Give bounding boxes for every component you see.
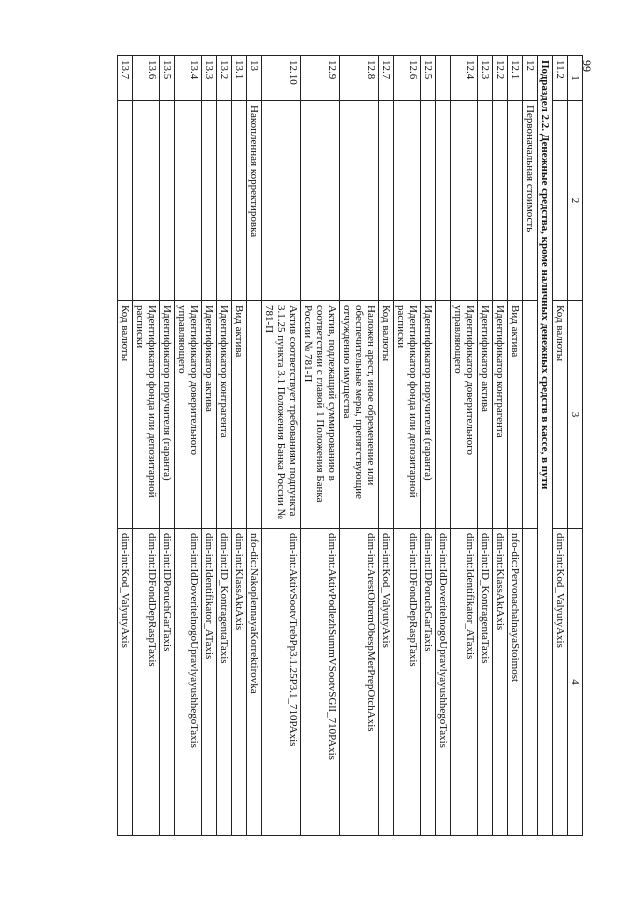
cell-col-1: 12.2 [493, 56, 508, 101]
table-row [493, 56, 508, 836]
table-row [523, 56, 538, 836]
cell-col-3: Вид актива [508, 301, 523, 529]
cell-col-3: Идентификатор доверительного управляющего [175, 301, 202, 529]
rotated-table-container [93, 55, 583, 835]
cell-col-3: Код валюты [553, 301, 568, 529]
table-row [421, 56, 436, 836]
cell-col-1: 12.10 [262, 56, 301, 101]
cell-col-4: dim-int:IdDoveritelnogoUpravlyayushhegoTaxis [175, 529, 202, 836]
cell-col-4: dim-int:IdDoveritelnogoUpravlyayushhegoTaxis [436, 529, 451, 836]
cell-col-2 [133, 101, 160, 301]
cell-col-1: 12.8 [340, 56, 379, 101]
cell-col-3 [523, 301, 538, 529]
cell-col-2 [436, 101, 451, 301]
cell-col-4: dim-int:AktivPodlezhSummVSootvSGlI_710PAxis [301, 529, 340, 836]
cell-col-1: 13.6 [133, 56, 160, 101]
data-table [117, 55, 583, 836]
cell-col-2 [421, 101, 436, 301]
cell-col-1: 13.4 [175, 56, 202, 101]
header-col-1: 1 [568, 56, 583, 101]
table-row [160, 56, 175, 836]
cell-col-3: Актив, подлежащий суммированию в соответствии с главой 1 Положения Банка России № 781-П [301, 301, 340, 529]
cell-col-1: 12 [523, 56, 538, 101]
cell-col-4: dim-int:ID_KontragentaTaxis [478, 529, 493, 836]
cell-col-2 [508, 101, 523, 301]
cell-col-2 [175, 101, 202, 301]
cell-col-2: Первоначальная стоимость [523, 101, 538, 301]
cell-col-4: dim-int:IDPoruchGarTaxis [160, 529, 175, 836]
cell-col-4: dim-int:Identifikator_ATaxis [202, 529, 217, 836]
table-row [262, 56, 301, 836]
cell-col-2 [340, 101, 379, 301]
cell-col-2 [262, 101, 301, 301]
cell-col-1: 13.2 [217, 56, 232, 101]
cell-col-3: Наложен арест, иное обременение или обеспечительные меры, препятствующие отчуждению имущества [340, 301, 379, 529]
cell-col-1: 13.1 [232, 56, 247, 101]
table-row [133, 56, 160, 836]
table-row [247, 56, 262, 836]
cell-col-1: 12.4 [451, 56, 478, 101]
cell-col-2 [202, 101, 217, 301]
table-row [232, 56, 247, 836]
cell-col-1 [436, 56, 451, 101]
subsection-row [538, 56, 553, 836]
cell-col-1: 13.5 [160, 56, 175, 101]
cell-col-4: dim-int:Kod_ValyutyAxis [553, 529, 568, 836]
cell-col-3: Идентификатор поручителя (гаранта) [421, 301, 436, 529]
cell-col-2 [379, 101, 394, 301]
table-row [118, 56, 133, 836]
cell-col-1: 13 [247, 56, 262, 101]
cell-col-2 [478, 101, 493, 301]
cell-col-2 [232, 101, 247, 301]
cell-col-4: dim-int:AktivSootvTrebPp3.1.25P3.1_710PAxis [262, 529, 301, 836]
cell-col-4: nfo-dic:NakoplennayaKorrektirovka [247, 529, 262, 836]
cell-col-4: dim-int:Kod_ValyutyAxis [118, 529, 133, 836]
cell-col-4: dim-int:ID_KontragentaTaxis [217, 529, 232, 836]
table-row [202, 56, 217, 836]
cell-col-1: 12.3 [478, 56, 493, 101]
cell-col-2 [451, 101, 478, 301]
cell-col-4: dim-int:KlassAktAxis [493, 529, 508, 836]
cell-col-4: dim-int:ArestObremObespMerPrepOtchAxis [340, 529, 379, 836]
cell-col-4 [523, 529, 538, 836]
table-row [340, 56, 379, 836]
cell-col-3: Идентификатор контрагента [217, 301, 232, 529]
cell-col-2 [160, 101, 175, 301]
table-row [451, 56, 478, 836]
cell-col-4: dim-int:IDFondDepRaspTaxis [133, 529, 160, 836]
cell-col-2 [217, 101, 232, 301]
cell-col-2 [301, 101, 340, 301]
cell-col-3: Вид актива [232, 301, 247, 529]
cell-col-4: nfo-dic:PervonachalnayaStoimost [508, 529, 523, 836]
cell-col-2 [118, 101, 133, 301]
cell-col-3: Актив соответствует требованиям подпункта 3.1.25 пункта 3.1 Положения Банка России № 781-П [262, 301, 301, 529]
cell-col-4: dim-int:Identifikator_ATaxis [451, 529, 478, 836]
cell-col-3: Идентификатор контрагента [493, 301, 508, 529]
cell-col-3 [436, 301, 451, 529]
table-body [118, 56, 568, 836]
cell-col-4: dim-int:IDPoruchGarTaxis [421, 529, 436, 836]
cell-col-4: dim-int:IDFondDepRaspTaxis [394, 529, 421, 836]
cell-col-1: 13.3 [202, 56, 217, 101]
cell-col-2 [394, 101, 421, 301]
table-row [394, 56, 421, 836]
table-row [379, 56, 394, 836]
cell-col-2: Накопленная корректировка [247, 101, 262, 301]
cell-col-2 [553, 101, 568, 301]
table-row [175, 56, 202, 836]
cell-col-1: 12.6 [394, 56, 421, 101]
table-row [478, 56, 493, 836]
table-row [436, 56, 451, 836]
header-col-3: 3 [568, 301, 583, 529]
cell-col-1: 13.7 [118, 56, 133, 101]
cell-col-3 [247, 301, 262, 529]
header-col-4: 4 [568, 529, 583, 836]
cell-col-2 [493, 101, 508, 301]
cell-col-4: dim-int:KlassAktAxis [232, 529, 247, 836]
cell-col-3: Код валюты [118, 301, 133, 529]
cell-col-1: 12.9 [301, 56, 340, 101]
cell-col-1: 12.7 [379, 56, 394, 101]
cell-col-3: Код валюты [379, 301, 394, 529]
page-number: 99 [580, 60, 594, 72]
header-col-2: 2 [568, 101, 583, 301]
cell-col-1: 12.1 [508, 56, 523, 101]
cell-col-1: 12.5 [421, 56, 436, 101]
cell-col-4: dim-int:Kod_ValyutyAxis [379, 529, 394, 836]
table-header-row [568, 56, 583, 836]
table-row [553, 56, 568, 836]
table-row [301, 56, 340, 836]
cell-col-3: Идентификатор актива [478, 301, 493, 529]
cell-col-3: Идентификатор доверительного управляющего [451, 301, 478, 529]
cell-col-1: 11.2 [553, 56, 568, 101]
table-row [217, 56, 232, 836]
cell-col-3: Идентификатор фонда или депозитарной расписки [394, 301, 421, 529]
subsection-title: Подраздел 2.2. Денежные средства, кроме наличных денежных средств в кассе, в пути [538, 56, 553, 836]
cell-col-3: Идентификатор фонда или депозитарной расписки [133, 301, 160, 529]
cell-col-3: Идентификатор поручителя (гаранта) [160, 301, 175, 529]
cell-col-3: Идентификатор актива [202, 301, 217, 529]
table-row [508, 56, 523, 836]
